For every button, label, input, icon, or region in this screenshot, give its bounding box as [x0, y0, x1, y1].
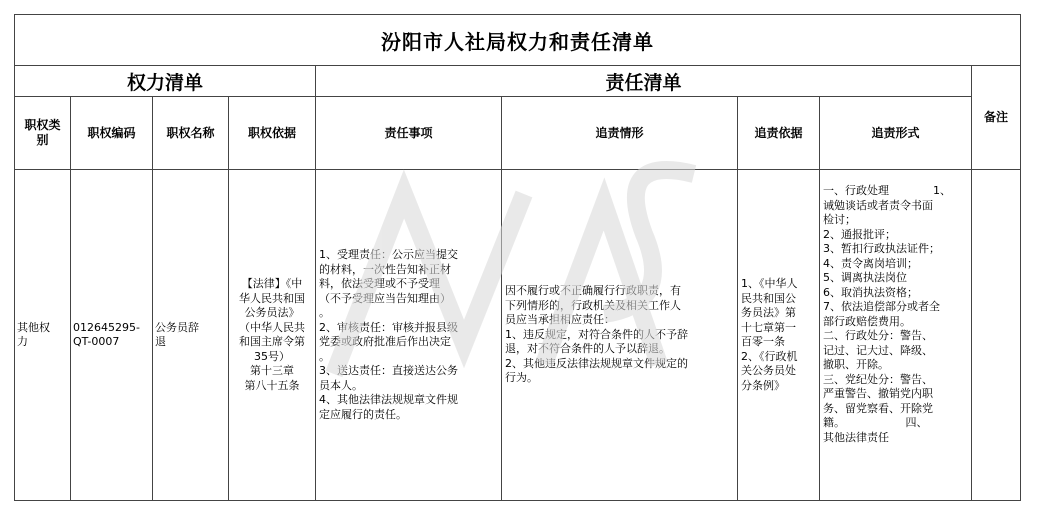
- remark-cell: [972, 170, 1021, 501]
- table-row: [15, 170, 1021, 501]
- duty-items-header: 责任事项: [316, 97, 502, 170]
- page-title: 汾阳市人社局权力和责任清单: [15, 15, 1021, 66]
- basis-cell: 【法律】《中 华人民共和国 公务员法》 （中华人民共 和国主席令第 35号） 第十三章 第八十五条: [229, 170, 316, 501]
- category-header: 职权类 别: [15, 97, 71, 170]
- category-cell: 其他权 力: [15, 170, 71, 501]
- accountability-cases-header: 追责情形: [502, 97, 738, 170]
- accountability-forms-cell: 一、行政处理 1、 诫勉谈话或者责令书面 检讨； 2、通报批评； 3、暂扣行政执法证件； 4、责令离岗培训； 5、调离执法岗位 6、取消执法资格； 7、依法追偿部分或者全 部行政赔偿费用。 二、行政处分：警告、 记过、记大过、降级、 撤职、开除。 三、党纪处分：警告、 严重警告、撤销党内职 务、留党察看、开除党 籍。 四、 其他法律责任: [820, 170, 972, 501]
- code-header: 职权编码: [71, 97, 153, 170]
- basis-header: 职权依据: [229, 97, 316, 170]
- accountability-forms-header: 追责形式: [820, 97, 972, 170]
- power-list-section-header: 权力清单: [15, 66, 316, 97]
- remark-header: 备注: [972, 66, 1021, 170]
- name-header: 职权名称: [153, 97, 229, 170]
- name-cell: 公务员辞 退: [153, 170, 229, 501]
- accountability-cases-cell: 因不履行或不正确履行行政职责，有 下列情形的，行政机关及相关工作人 员应当承担相应责任： 1、违反规定，对符合条件的人不予辞 退，对不符合条件的人予以辞退。 2、其他违反法律法规规章文件规定的 行为。: [502, 170, 738, 501]
- accountability-basis-cell: 1、《中华人 民共和国公 务员法》第 十七章第一 百零一条 2、《行政机 关公务员处 分条例》: [738, 170, 820, 501]
- responsibility-list-document: [14, 14, 1020, 492]
- accountability-basis-header: 追责依据: [738, 97, 820, 170]
- duty-list-section-header: 责任清单: [316, 66, 972, 97]
- power-responsibility-table: [14, 14, 1021, 501]
- code-cell: 012645295- QT-0007: [71, 170, 153, 501]
- duty-items-cell: 1、受理责任：公示应当提交 的材料，一次性告知补正材 料，依法受理或不予受理 （不予受理应当告知理由） 。 2、审核责任：审核并报县级 党委或政府批准后作出决定 。 3、送达责任：直接送达公务 员本人。 4、其他法律法规规章文件规 定应履行的责任。: [316, 170, 502, 501]
